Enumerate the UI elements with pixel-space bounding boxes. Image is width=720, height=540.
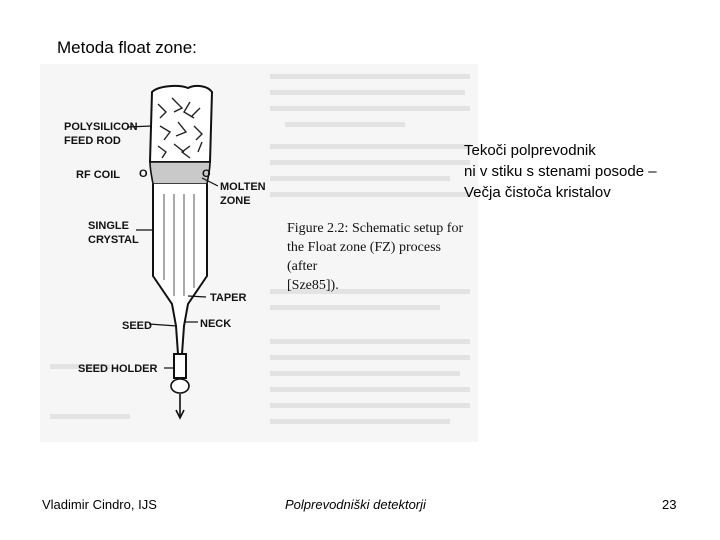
coil-right-marker: O (202, 168, 211, 180)
note-line: Večja čistoča kristalov (464, 184, 611, 201)
label-zone: ZONE (220, 195, 251, 207)
label-molten: MOLTEN (220, 181, 266, 193)
label-taper: TAPER (210, 292, 247, 304)
slide-title: Metoda float zone: (57, 38, 197, 57)
label-rf-coil: RF COIL (76, 169, 120, 181)
molten-zone (150, 162, 210, 184)
label-seed: SEED (122, 320, 152, 332)
rotation-indicator (171, 379, 189, 393)
caption-line: [Sze85]). (287, 278, 339, 293)
note-text (464, 140, 657, 203)
note-line: ni v stiku s stenami posode – (464, 163, 657, 180)
footer-author: Vladimir Cindro, IJS (42, 497, 157, 512)
coil-left-marker: O (139, 168, 148, 180)
label-seed-holder: SEED HOLDER (78, 363, 158, 375)
seed-holder (174, 354, 186, 378)
caption-line: Figure 2.2: Schematic setup for (287, 221, 464, 236)
footer-course: Polprevodniški detektorji (285, 497, 426, 512)
label-neck: NECK (200, 318, 232, 330)
scanned-figure (40, 64, 478, 442)
note-line: Tekoči polprevodnik (464, 142, 596, 159)
polysilicon-feed-rod (150, 86, 212, 162)
caption-line: the Float zone (FZ) process (after (287, 240, 441, 274)
single-crystal (153, 184, 207, 354)
label-crystal: CRYSTAL (88, 234, 139, 246)
figure-caption (287, 219, 473, 295)
page-number: 23 (662, 497, 677, 512)
label-single: SINGLE (88, 220, 129, 232)
label-polysilicon: POLYSILICON (64, 121, 138, 133)
label-feed-rod: FEED ROD (64, 135, 121, 147)
